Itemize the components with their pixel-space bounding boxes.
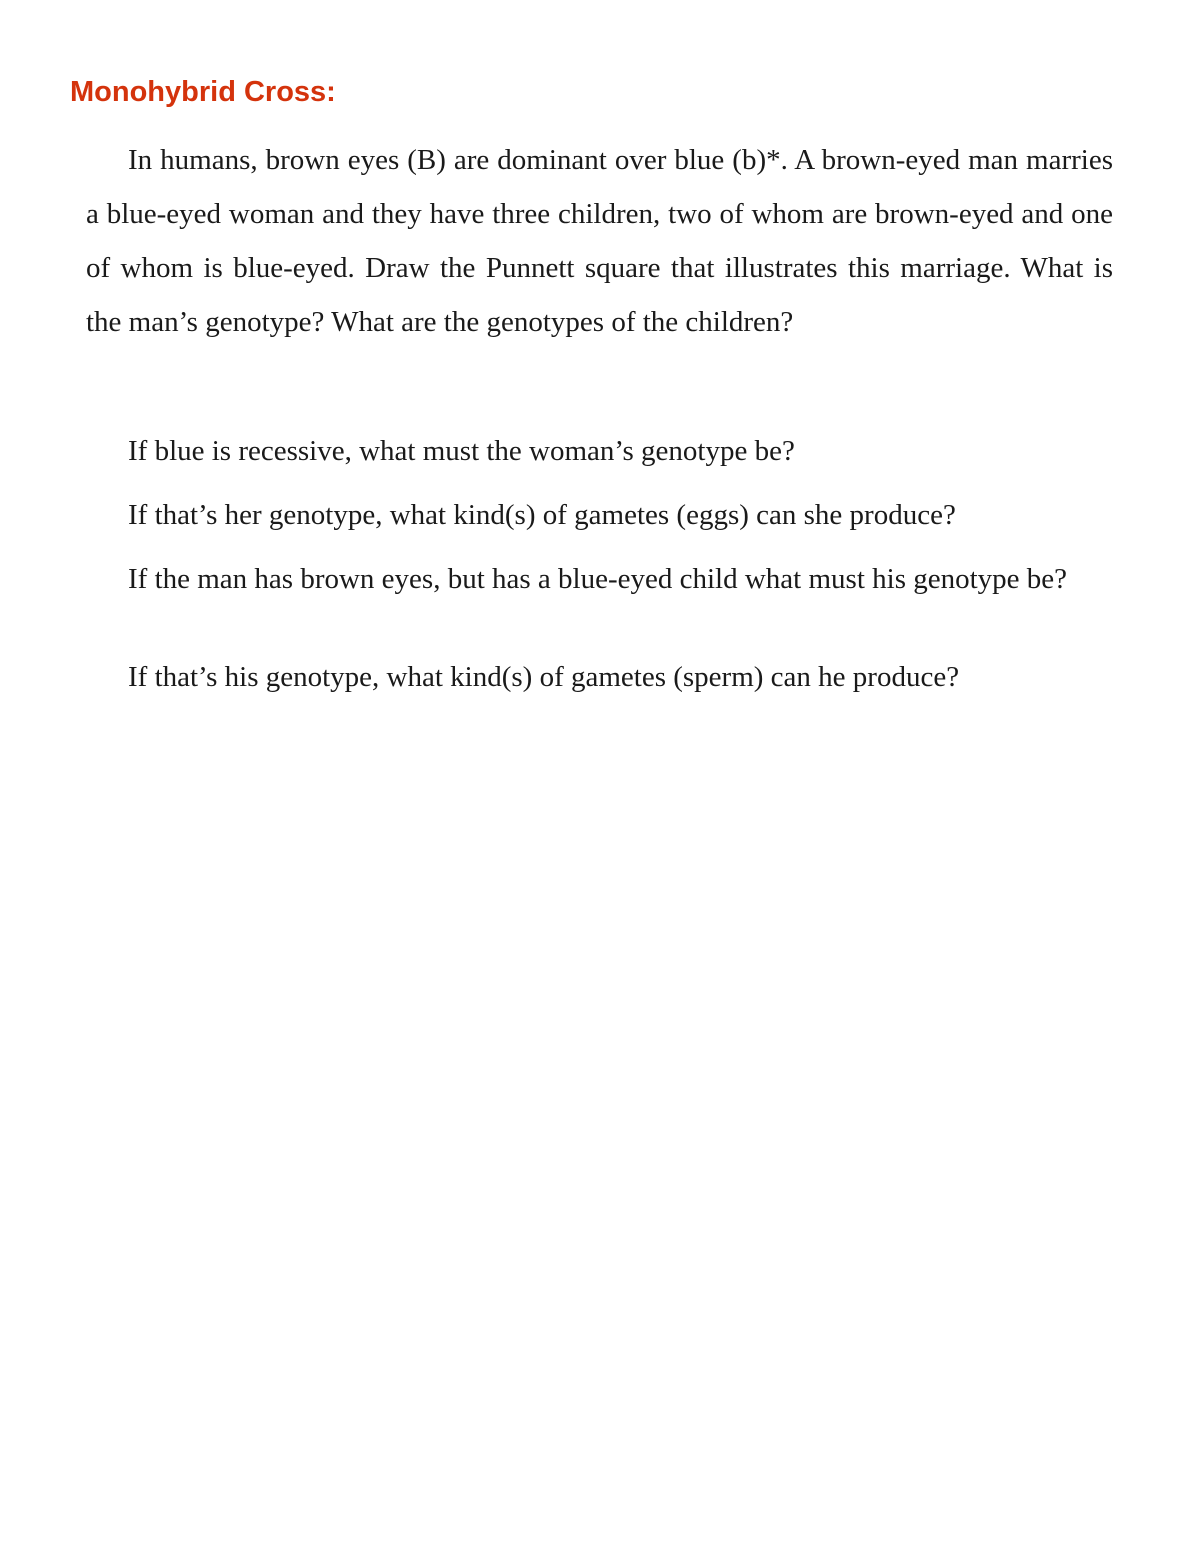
question-man-genotype: If the man has brown eyes, but has a blue-eyed child what must his genotype be?: [128, 563, 1068, 595]
question-man-gametes: If that’s his genotype, what kind(s) of gametes (sperm) can he produce?: [128, 661, 960, 693]
intro-paragraph: In humans, brown eyes (B) are dominant over blue (b)*. A brown-eyed man marries a blue-eyed woman and they have three children, two of whom are brown-eyed and one of whom is blue-eyed. Draw the Punnett square that illustrates this marriage. What is the man’s genotype? What are the genotypes of the children?: [86, 144, 1113, 338]
page-heading: Monohybrid Cross:: [70, 76, 336, 108]
question-woman-gametes: If that’s her genotype, what kind(s) of gametes (eggs) can she produce?: [128, 499, 956, 531]
question-woman-genotype: If blue is recessive, what must the woman’s genotype be?: [128, 435, 795, 467]
